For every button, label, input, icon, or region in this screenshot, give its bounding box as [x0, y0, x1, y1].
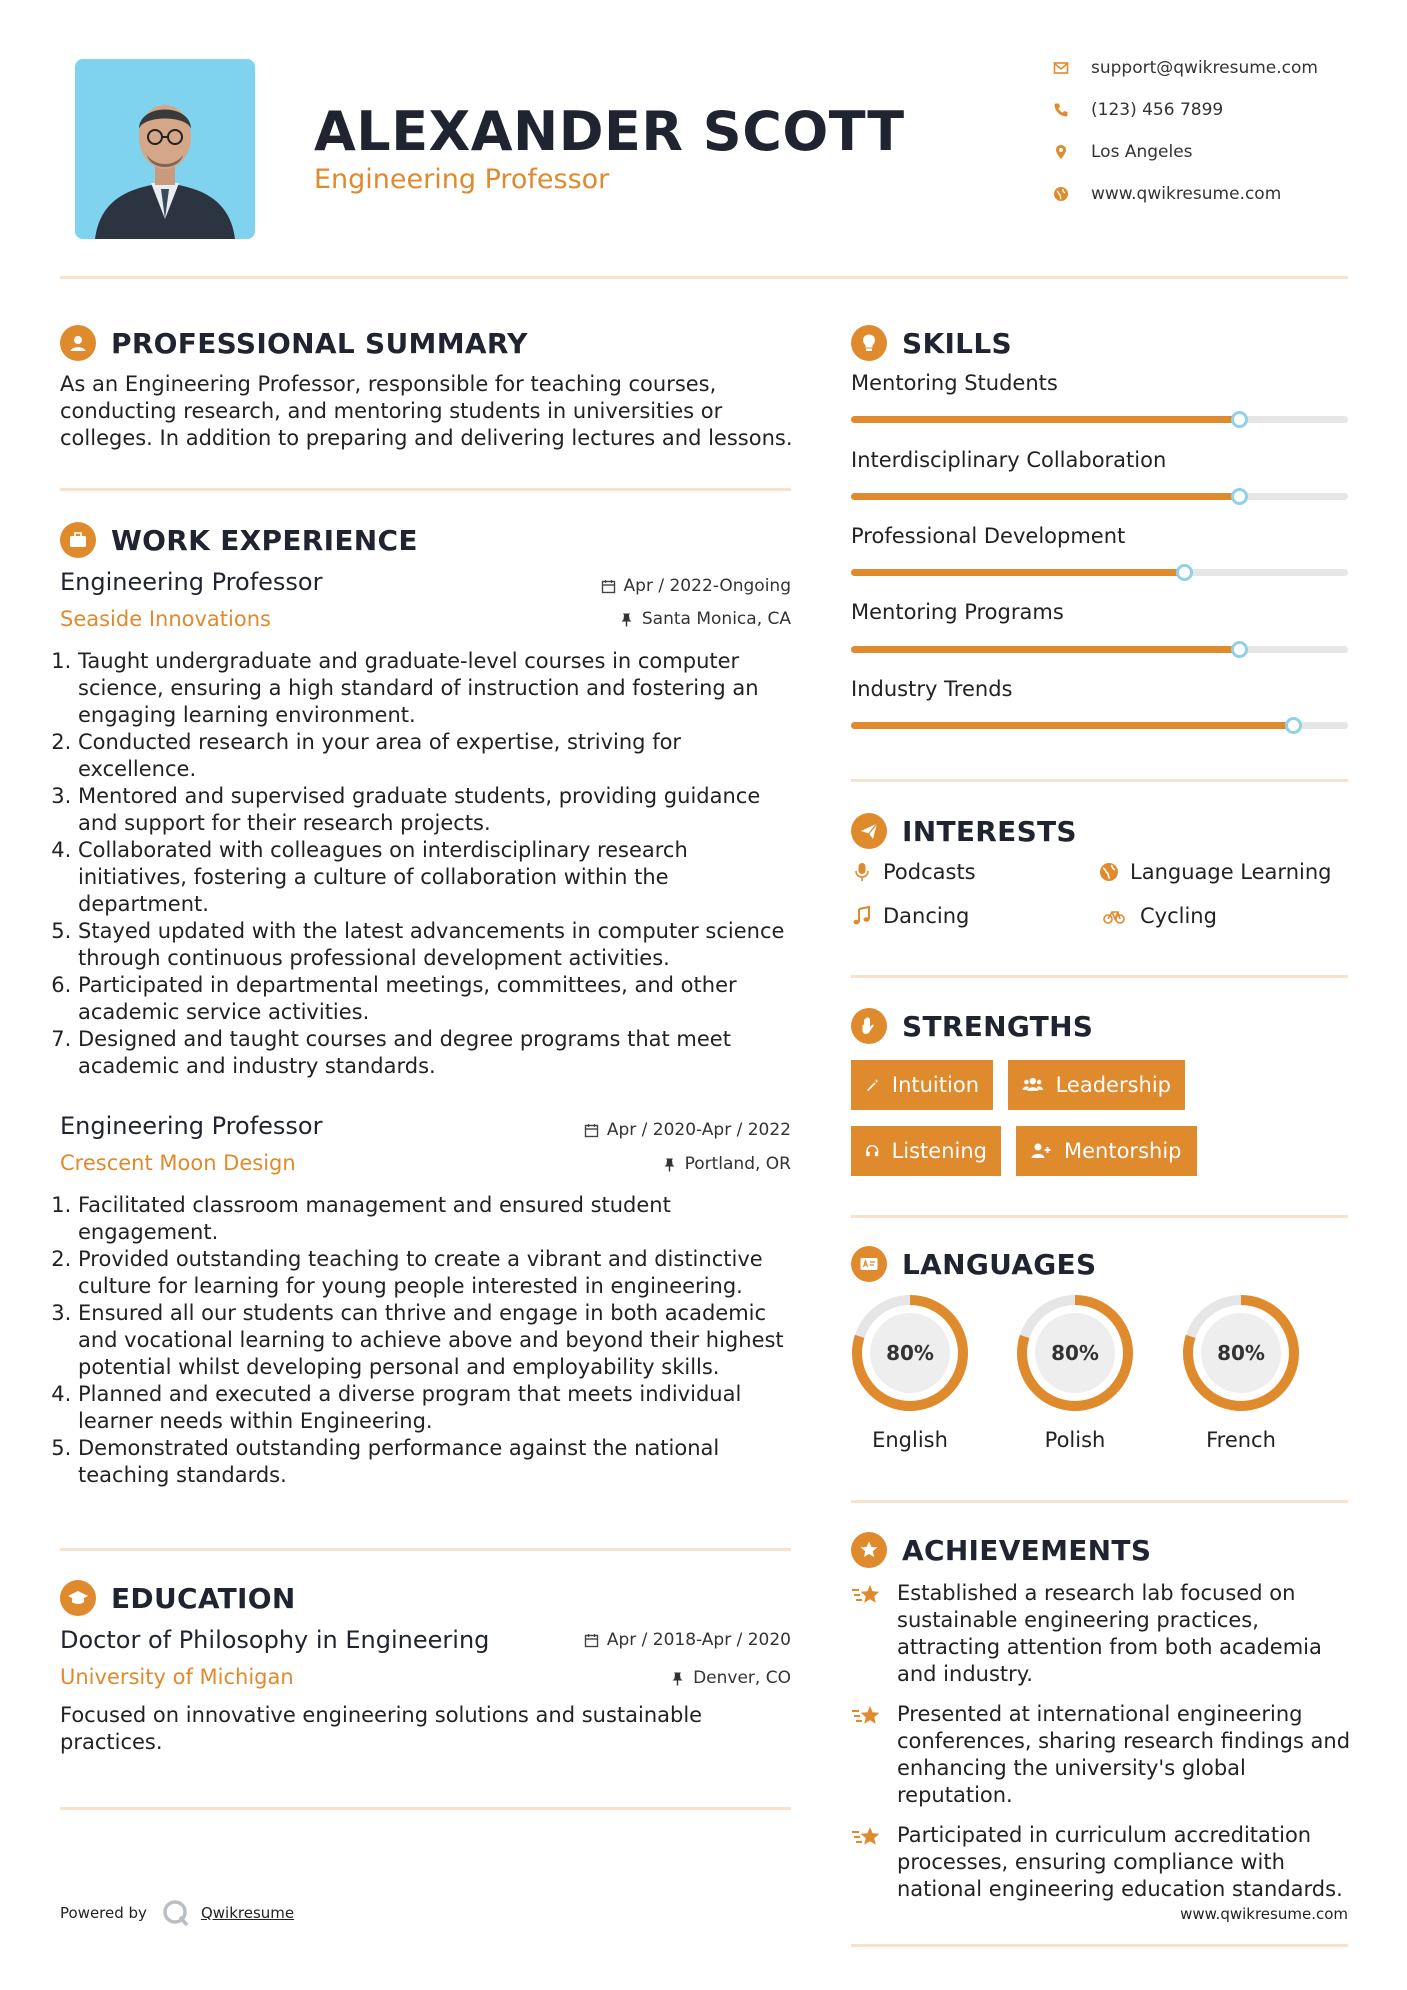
powered-by-label: Powered by	[60, 1904, 147, 1922]
skill-fill	[851, 493, 1239, 500]
job-bullets	[60, 648, 800, 1080]
job-bullet: 5. Demonstrated outstanding performance against the national teaching standards.	[78, 1435, 800, 1489]
achievement-text: Participated in curriculum accreditation processes, ensuring compliance with national engineering education standards.	[897, 1823, 1343, 1901]
contact-website-text: www.qwikresume.com	[1091, 184, 1282, 204]
phone-icon	[1053, 102, 1069, 118]
skill-bar	[851, 722, 1348, 729]
strengths-heading: STRENGTHS	[902, 1009, 1094, 1043]
job-bullet: 2. Conducted research in your area of expertise, striving for excellence.	[78, 729, 800, 783]
pushpin-icon	[619, 612, 634, 627]
strength-label: Listening	[891, 1139, 987, 1163]
section-divider	[851, 779, 1348, 782]
job-dates	[584, 1120, 791, 1140]
calendar-icon	[601, 579, 616, 594]
section-divider	[60, 1807, 791, 1810]
language-name: French	[1206, 1428, 1276, 1452]
skill-handle	[1231, 488, 1248, 505]
languages-header	[851, 1246, 1096, 1282]
education-heading: EDUCATION	[111, 1581, 296, 1615]
skill-name: Mentoring Students	[851, 371, 1058, 395]
language-item	[849, 1292, 971, 1452]
profile-photo	[75, 59, 255, 239]
skill-handle	[1231, 411, 1248, 428]
contact-email[interactable]	[1053, 58, 1353, 78]
skill-name: Mentoring Programs	[851, 600, 1064, 624]
achievement-text: Established a research lab focused on sustainable engineering practices, attracting attention from both academia and industry.	[897, 1581, 1322, 1686]
language-ring	[849, 1292, 971, 1414]
star-icon	[851, 1582, 883, 1610]
contact-phone-text: (123) 456 7899	[1091, 100, 1224, 120]
interest-item	[1098, 904, 1217, 928]
section-divider	[851, 1944, 1348, 1947]
interest-label: Cycling	[1140, 904, 1217, 928]
strength-label: Leadership	[1055, 1073, 1171, 1097]
job-dates-text: Apr / 2020-Apr / 2022	[606, 1120, 791, 1140]
skill-name: Industry Trends	[851, 677, 1013, 701]
job-bullet: 7. Designed and taught courses and degree programs that meet academic and industry standards.	[78, 1026, 800, 1080]
microphone-icon	[851, 861, 873, 883]
skill-fill	[851, 569, 1184, 576]
map-pin-icon	[1053, 144, 1069, 160]
strength-badge	[851, 1126, 1001, 1176]
pushpin-icon	[662, 1157, 677, 1172]
job-bullet: 2. Provided outstanding teaching to create a vibrant and distinctive culture for learning for young people interested in engineering.	[78, 1246, 800, 1300]
job-location-text: Santa Monica, CA	[641, 609, 791, 629]
contact-phone[interactable]	[1053, 100, 1353, 120]
job-dates	[601, 576, 791, 596]
globe-icon	[1053, 186, 1069, 202]
paper-plane-icon	[851, 813, 887, 849]
education-header	[60, 1580, 296, 1616]
summary-text: As an Engineering Professor, responsible for teaching courses, conducting research, and mentoring students in universities or colleges. In addition to preparing and delivering lectures and lessons.	[60, 372, 793, 450]
section-divider	[851, 1500, 1348, 1503]
skill-handle	[1285, 717, 1302, 734]
achievement-item	[851, 1580, 1351, 1688]
skill-fill	[851, 416, 1239, 423]
header-divider	[60, 276, 1348, 279]
achievements-heading: ACHIEVEMENTS	[902, 1533, 1152, 1567]
user-plus-icon	[1030, 1140, 1052, 1162]
users-icon	[1022, 1074, 1044, 1096]
star-badge-icon	[851, 1532, 887, 1568]
footer-site[interactable]: www.qwikresume.com	[1180, 1905, 1348, 1923]
candidate-title: Engineering Professor	[314, 164, 610, 195]
star-icon	[851, 1703, 883, 1731]
education-dates-text: Apr / 2018-Apr / 2020	[606, 1630, 791, 1650]
lightbulb-icon	[851, 325, 887, 361]
interest-item	[851, 904, 969, 928]
language-percent: 80%	[886, 1341, 934, 1365]
job-location	[619, 609, 791, 629]
calendar-icon	[584, 1123, 599, 1138]
school-name: University of Michigan	[60, 1665, 294, 1689]
strength-badge	[851, 1060, 993, 1110]
language-item	[1180, 1292, 1302, 1452]
skill-handle	[1176, 564, 1193, 581]
skills-heading: SKILLS	[902, 326, 1012, 360]
achievements-header	[851, 1532, 1151, 1568]
job-title: Engineering Professor	[60, 568, 323, 596]
interests-header	[851, 813, 1077, 849]
language-name: Polish	[1044, 1428, 1106, 1452]
language-card-icon	[851, 1246, 887, 1282]
skills-header	[851, 325, 1012, 361]
briefcase-icon	[60, 522, 96, 558]
language-percent: 80%	[1217, 1341, 1265, 1365]
bicycle-icon	[1098, 905, 1130, 927]
footer-brand	[60, 1898, 294, 1928]
language-ring	[1180, 1292, 1302, 1414]
skill-fill	[851, 646, 1239, 653]
education-location	[670, 1668, 791, 1688]
calendar-icon	[584, 1633, 599, 1648]
job-company: Crescent Moon Design	[60, 1151, 296, 1175]
interest-label: Podcasts	[883, 860, 976, 884]
interest-label: Language Learning	[1130, 860, 1332, 884]
contact-location-text: Los Angeles	[1091, 142, 1193, 162]
job-location	[662, 1154, 791, 1174]
achievement-item	[851, 1822, 1351, 1903]
strength-badge	[1008, 1060, 1185, 1110]
job-title: Engineering Professor	[60, 1112, 323, 1140]
job-bullet: 4. Planned and executed a diverse program that meets individual learner needs within Engineering.	[78, 1381, 800, 1435]
section-divider	[60, 1548, 791, 1551]
achievement-item	[851, 1701, 1351, 1809]
job-bullet: 1. Facilitated classroom management and ensured student engagement.	[78, 1192, 800, 1246]
contact-email-text: support@qwikresume.com	[1091, 58, 1318, 78]
summary-header	[60, 325, 528, 361]
strength-label: Intuition	[891, 1073, 979, 1097]
work-header	[60, 522, 418, 558]
globe-icon	[1098, 861, 1120, 883]
interests-heading: INTERESTS	[902, 814, 1077, 848]
strength-label: Mentorship	[1064, 1139, 1182, 1163]
job-bullet: 3. Mentored and supervised graduate students, providing guidance and support for their research projects.	[78, 783, 800, 837]
graduation-cap-icon	[60, 1580, 96, 1616]
job-bullet: 5. Stayed updated with the latest advancements in computer science through continuous professional development activities.	[78, 918, 800, 972]
hand-icon	[851, 1008, 887, 1044]
section-divider	[851, 1215, 1348, 1218]
skill-fill	[851, 722, 1293, 729]
section-divider	[60, 488, 791, 491]
language-ring	[1014, 1292, 1136, 1414]
pushpin-icon	[670, 1671, 685, 1686]
contact-location	[1053, 142, 1353, 162]
interest-item	[851, 860, 976, 884]
skill-handle	[1231, 641, 1248, 658]
qwikresume-logo-icon	[161, 1898, 191, 1928]
skill-name: Professional Development	[851, 524, 1126, 548]
education-location-text: Denver, CO	[693, 1668, 791, 1688]
education-description: Focused on innovative engineering solutions and sustainable practices.	[60, 1703, 703, 1754]
skill-bar	[851, 646, 1348, 653]
language-item	[1014, 1292, 1136, 1452]
magic-wand-icon	[865, 1074, 880, 1096]
language-percent: 80%	[1051, 1341, 1099, 1365]
star-icon	[851, 1824, 883, 1852]
job-bullet: 4. Collaborated with colleagues on interdisciplinary research initiatives, fostering a culture of collaboration within the department.	[78, 837, 800, 918]
contact-website[interactable]	[1053, 184, 1353, 204]
envelope-icon	[1053, 60, 1069, 76]
candidate-name: ALEXANDER SCOTT	[314, 100, 905, 163]
qwikresume-link[interactable]: Qwikresume	[200, 1904, 295, 1922]
job-bullet: 3. Ensured all our students can thrive and engage in both academic and vocational learning to achieve above and beyond their highest potential whilst developing personal and employability skills.	[78, 1300, 800, 1381]
interest-label: Dancing	[883, 904, 970, 928]
interest-item	[1098, 860, 1331, 884]
job-dates-text: Apr / 2022-Ongoing	[623, 576, 791, 596]
skill-name: Interdisciplinary Collaboration	[851, 448, 1167, 472]
job-company: Seaside Innovations	[60, 607, 271, 631]
achievement-text: Presented at international engineering conferences, sharing research findings and enhancing the university's global reputation.	[897, 1702, 1351, 1807]
job-location-text: Portland, OR	[684, 1154, 791, 1174]
degree-title: Doctor of Philosophy in Engineering	[60, 1626, 490, 1654]
languages-heading: LANGUAGES	[902, 1247, 1097, 1281]
skill-bar	[851, 416, 1348, 423]
job-bullet: 6. Participated in departmental meetings, committees, and other academic service activities.	[78, 972, 800, 1026]
education-dates	[584, 1630, 791, 1650]
summary-heading: PROFESSIONAL SUMMARY	[111, 326, 528, 360]
strengths-header	[851, 1008, 1093, 1044]
job-bullet: 1. Taught undergraduate and graduate-level courses in computer science, ensuring a high standard of instruction and fostering an engaging learning environment.	[78, 648, 800, 729]
skill-bar	[851, 493, 1348, 500]
language-name: English	[872, 1428, 948, 1452]
user-icon	[60, 325, 96, 361]
headphones-icon	[865, 1140, 880, 1162]
work-heading: WORK EXPERIENCE	[111, 523, 418, 557]
skill-bar	[851, 569, 1348, 576]
strength-badge	[1016, 1126, 1197, 1176]
section-divider	[851, 975, 1348, 978]
music-note-icon	[851, 905, 873, 927]
job-bullets	[60, 1192, 800, 1489]
